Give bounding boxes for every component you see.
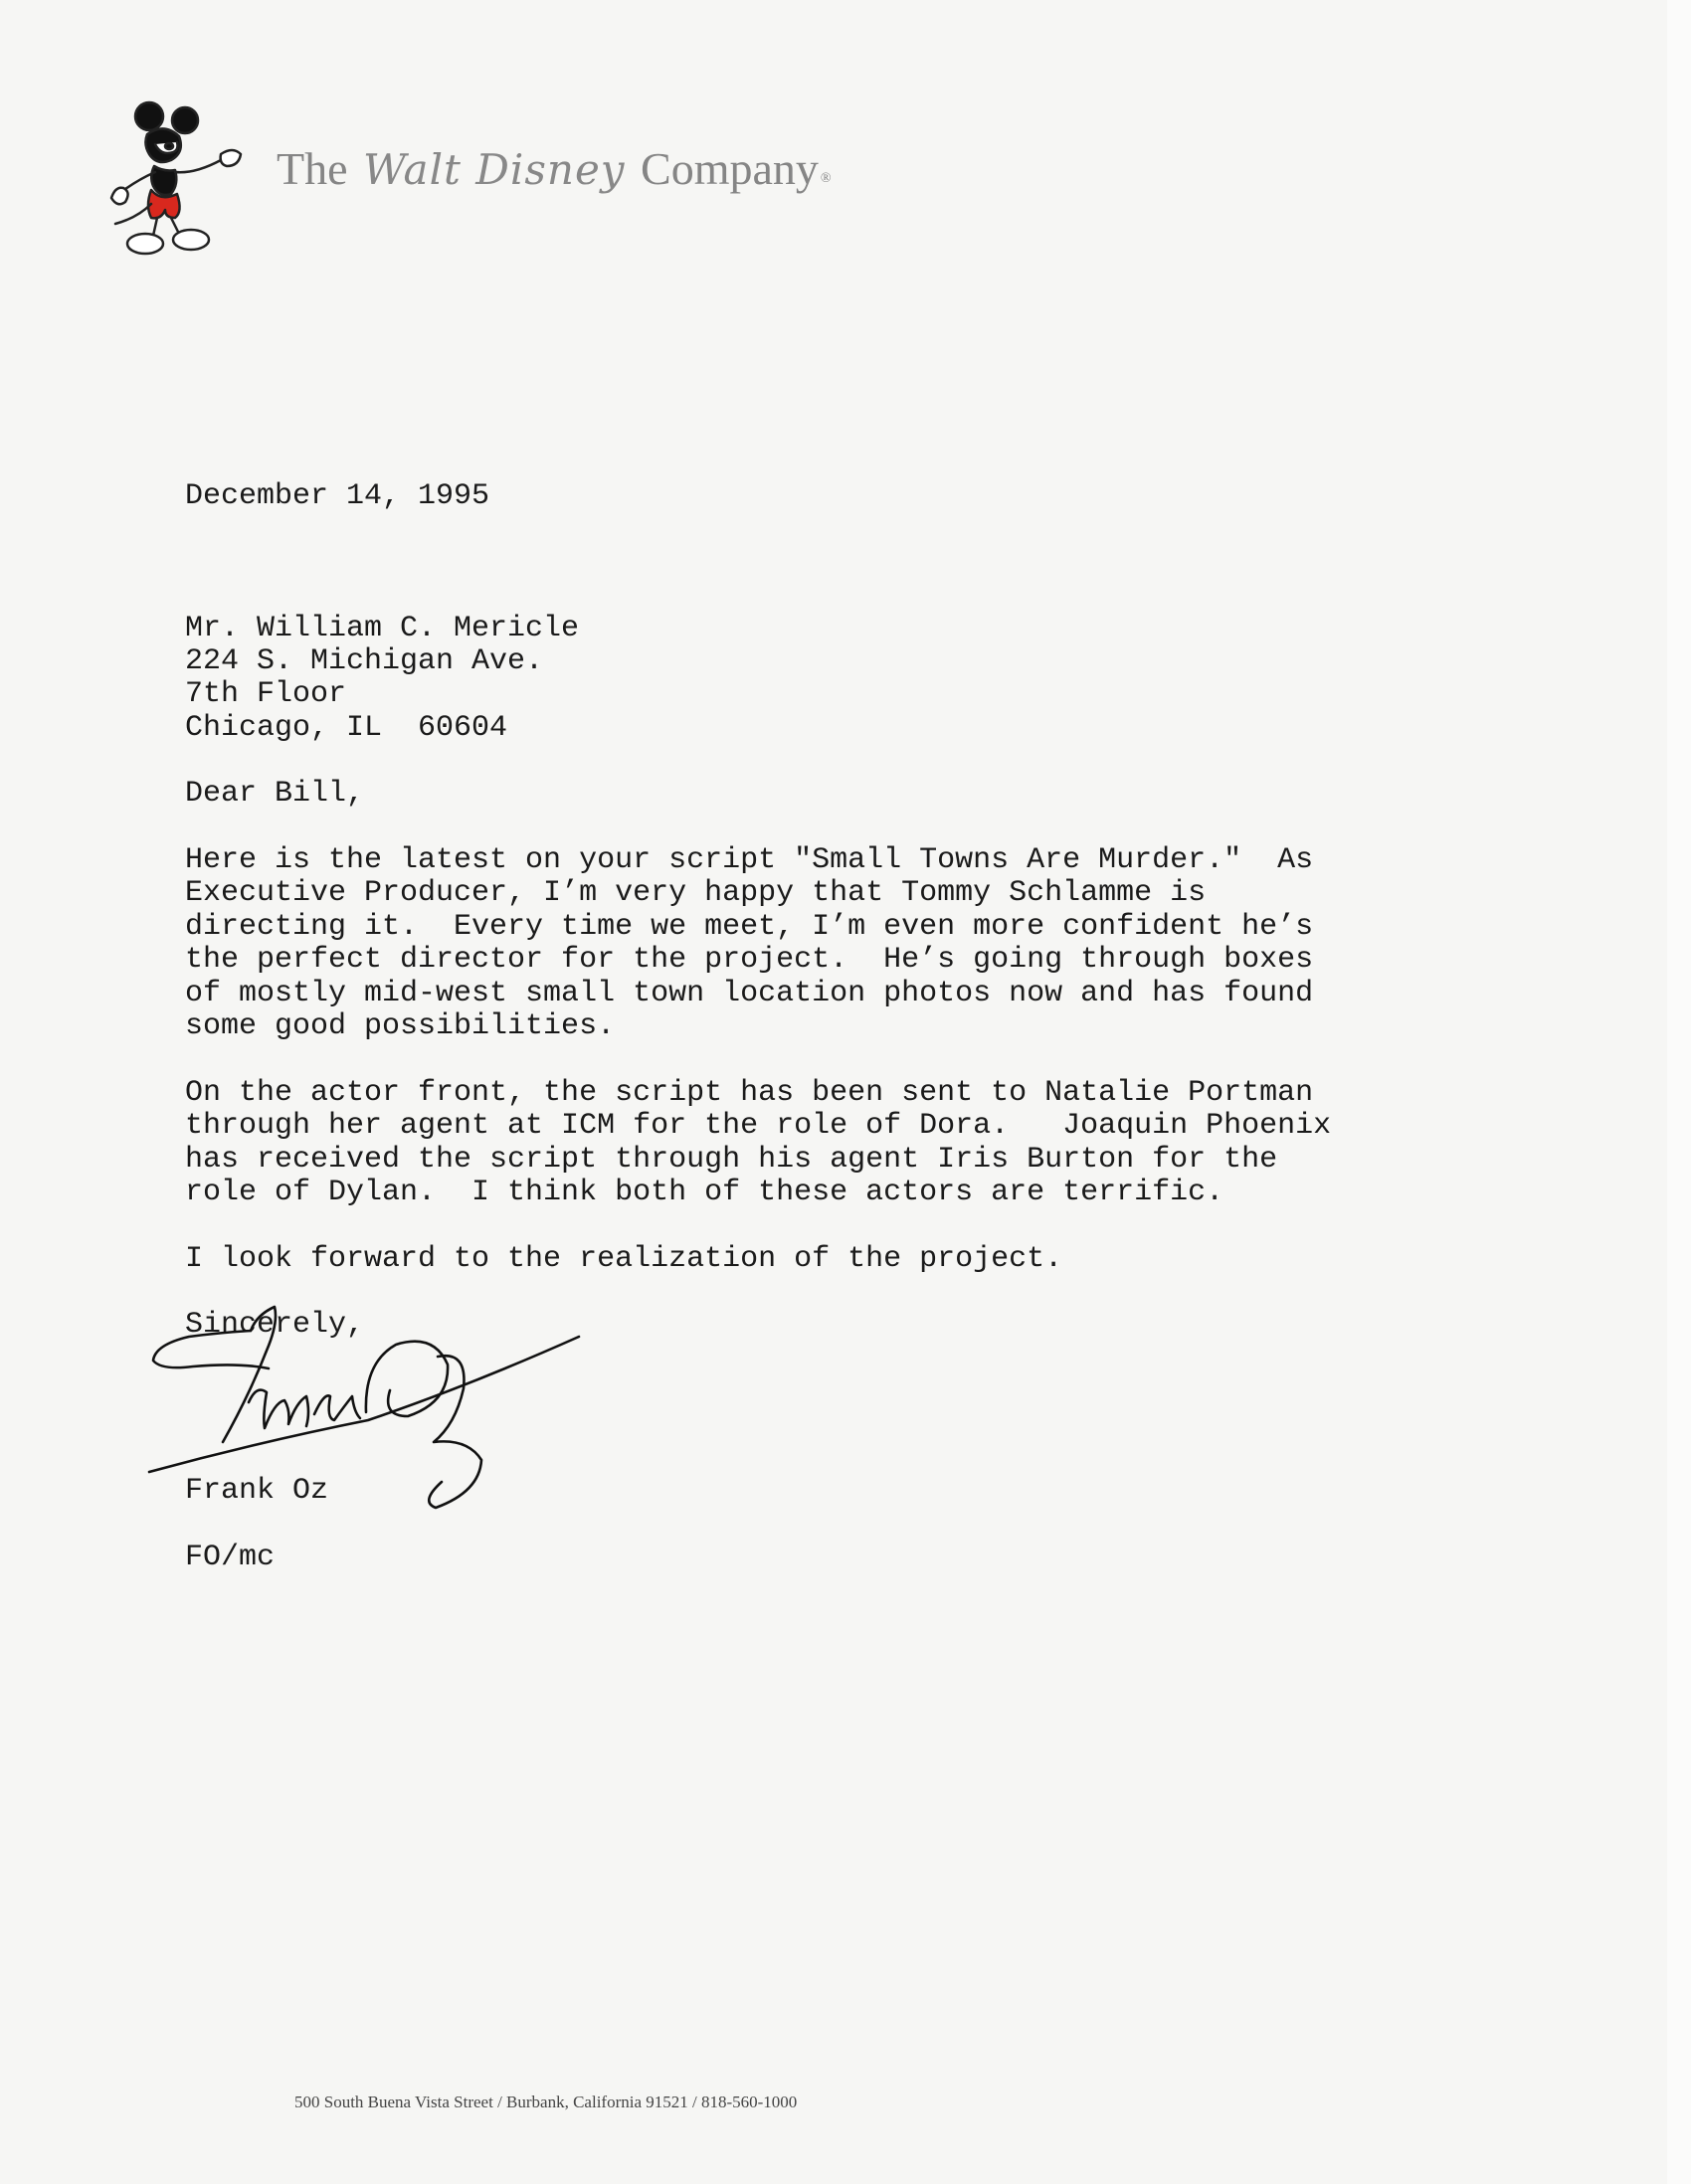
paragraph-line: role of Dylan. I think both of these actors are terrific.	[185, 1176, 1224, 1209]
letterhead	[109, 94, 865, 264]
registered-mark: ®	[820, 171, 832, 186]
recipient-city: Chicago, IL 60604	[185, 711, 508, 745]
paragraph-line: through her agent at ICM for the role of Dora. Joaquin Phoenix	[185, 1109, 1332, 1143]
paragraph-line: Here is the latest on your script "Small Towns Are Murder." As	[185, 843, 1314, 877]
closing: Sincerely,	[185, 1308, 365, 1342]
scan-edge	[1667, 0, 1691, 2184]
signer-name: Frank Oz	[185, 1474, 329, 1508]
recipient-name: Mr. William C. Mericle	[185, 612, 580, 645]
closing-paragraph: I look forward to the realization of the project.	[185, 1242, 1063, 1276]
company-name	[277, 143, 832, 194]
typist-initials: FO/mc	[185, 1541, 276, 1574]
footer-address: 500 South Buena Vista Street / Burbank, California 91521 / 818-560-1000	[294, 2093, 798, 2111]
paragraph-line: On the actor front, the script has been sent to Natalie Portman	[185, 1076, 1314, 1110]
paragraph-line: some good possibilities.	[185, 1009, 616, 1043]
letter-date: December 14, 1995	[185, 479, 490, 513]
salutation: Dear Bill,	[185, 777, 365, 811]
paragraph-line: of mostly mid-west small town location photos now and has found	[185, 977, 1314, 1010]
mickey-mouse-icon	[109, 94, 259, 264]
paragraph-line: Executive Producer, I’m very happy that Tommy Schlamme is	[185, 876, 1207, 910]
paragraph-line: the perfect director for the project. He’s going through boxes	[185, 943, 1314, 977]
paragraph-line: has received the script through his agent Iris Burton for the	[185, 1143, 1278, 1177]
recipient-floor: 7th Floor	[185, 677, 347, 711]
recipient-street: 224 S. Michigan Ave.	[185, 644, 544, 678]
company-prefix: The	[277, 143, 348, 194]
company-script-logo: Walt Disney	[363, 145, 626, 194]
company-suffix: Company	[641, 143, 819, 194]
paragraph-line: directing it. Every time we meet, I’m even more confident he’s	[185, 910, 1314, 944]
